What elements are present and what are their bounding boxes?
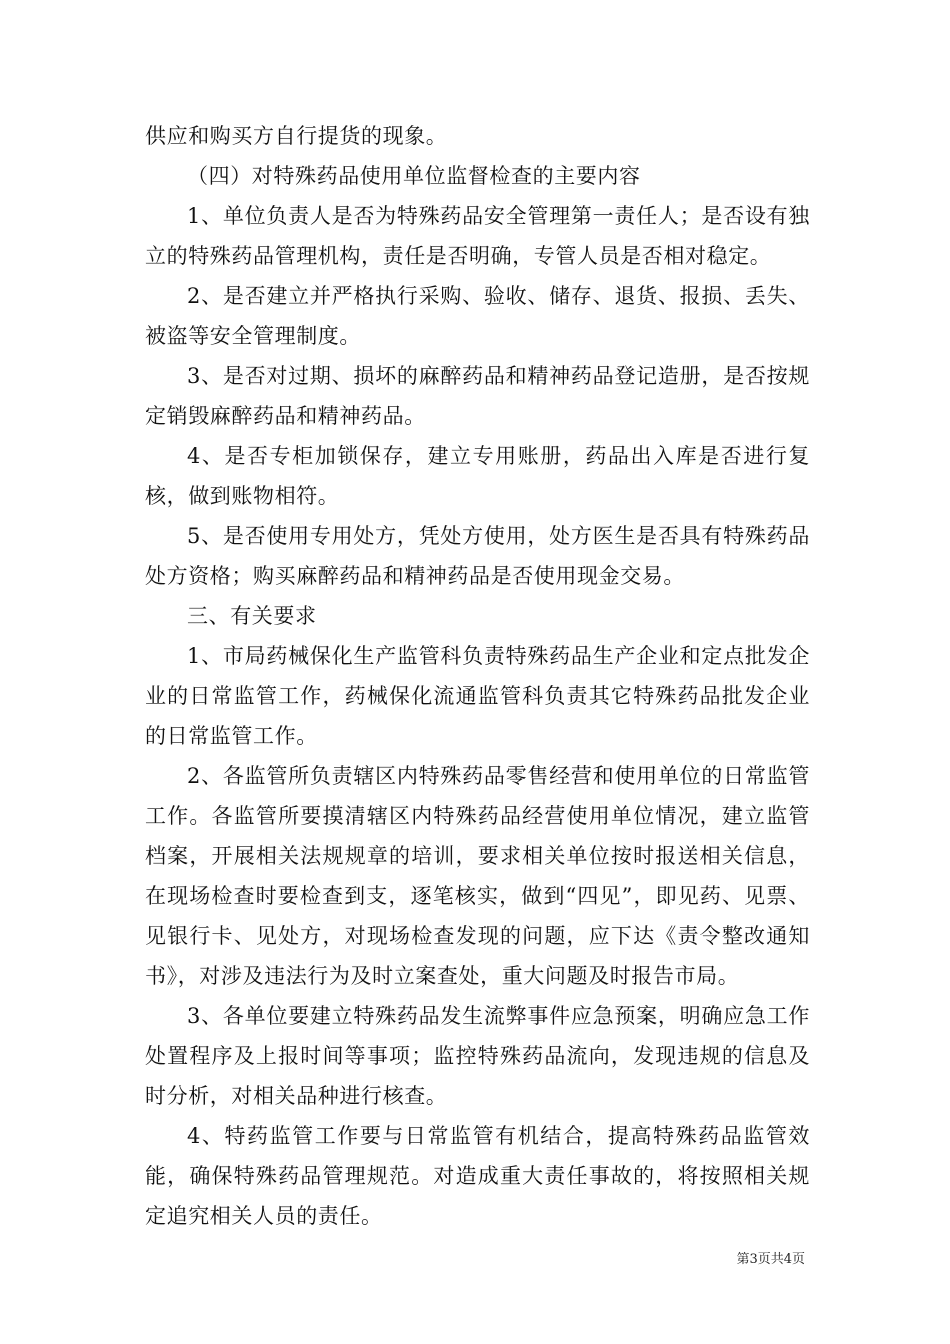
paragraph: 4、是否专柜加锁保存，建立专用账册，药品出入库是否进行复核，做到账物相符。: [145, 444, 810, 508]
paragraph: 3、是否对过期、损坏的麻醉药品和精神药品登记造册，是否按规定销毁麻醉药品和精神药品。: [145, 364, 810, 428]
document-body: [145, 116, 810, 1236]
paragraph: 1、市局药械保化生产监管科负责特殊药品生产企业和定点批发企业的日常监管工作，药械保化流通监管科负责其它特殊药品批发企业的日常监管工作。: [145, 644, 810, 748]
paragraph: 3、各单位要建立特殊药品发生流弊事件应急预案，明确应急工作处置程序及上报时间等事项；监控特殊药品流向，发现违规的信息及时分析，对相关品种进行核查。: [145, 1004, 810, 1108]
paragraph: 1、单位负责人是否为特殊药品安全管理第一责任人；是否设有独立的特殊药品管理机构，责任是否明确，专管人员是否相对稳定。: [145, 204, 810, 268]
paragraph: 2、各监管所负责辖区内特殊药品零售经营和使用单位的日常监管工作。各监管所要摸清辖区内特殊药品经营使用单位情况，建立监管档案，开展相关法规规章的培训，要求相关单位按时报送相关信息，在现场检查时要检查到支，逐笔核实，做到“四见”，即见药、见票、见银行卡、见处方，对现场检查发现的问题，应下达《责令整改通知书》，对涉及违法行为及时立案查处，重大问题及时报告市局。: [145, 764, 810, 988]
paragraph: 供应和购买方自行提货的现象。: [145, 124, 448, 148]
section-heading: （四）对特殊药品使用单位监督检查的主要内容: [187, 164, 641, 188]
paragraph: 5、是否使用专用处方，凭处方使用，处方医生是否具有特殊药品处方资格；购买麻醉药品和精神药品是否使用现金交易。: [145, 524, 810, 588]
paragraph: 2、是否建立并严格执行采购、验收、储存、退货、报损、丢失、被盗等安全管理制度。: [145, 284, 810, 348]
section-heading: 三、有关要求: [187, 604, 317, 628]
page-number: 第3页共4页: [736, 1252, 805, 1267]
paragraph: 4、特药监管工作要与日常监管有机结合，提高特殊药品监管效能，确保特殊药品管理规范。对造成重大责任事故的，将按照相关规定追究相关人员的责任。: [145, 1124, 810, 1228]
